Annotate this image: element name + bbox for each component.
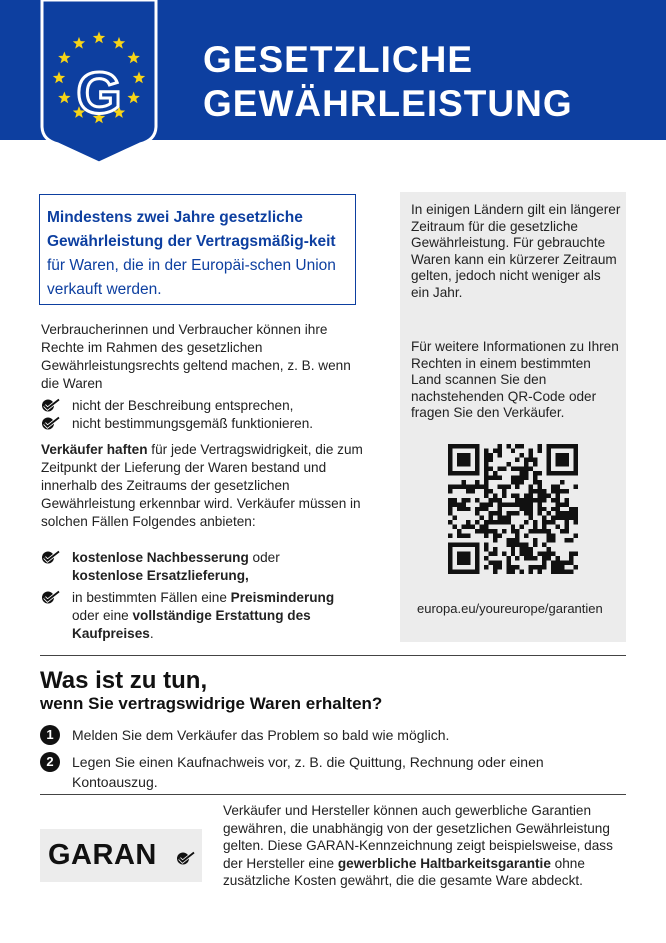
intro-bold-text: Mindestens zwei Jahre gesetzliche Gewährleistung der Vertragsmäßig-keit: [47, 209, 336, 250]
garan-description: [223, 802, 633, 890]
check-badge-icon: [176, 851, 196, 866]
step-text: Melden Sie dem Verkäufer das Problem so bald wie möglich.: [72, 727, 450, 743]
rights-item-1: nicht der Beschreibung entsprechen,: [72, 398, 294, 413]
todo-subheading: wenn Sie vertragswidrige Waren erhalten?: [40, 694, 383, 713]
remedy2-prefix: in bestimmten Fällen eine: [72, 590, 231, 605]
list-item: [41, 549, 371, 585]
section-divider: [40, 655, 626, 656]
list-item: [41, 589, 371, 643]
title-line-1: GESETZLICHE: [203, 39, 474, 80]
check-badge-icon: [41, 398, 61, 413]
check-badge-icon: [41, 590, 61, 605]
remedy2-connector: oder eine: [72, 608, 133, 623]
remedy-repair: kostenlose Nachbesserung: [72, 550, 249, 565]
section-divider: [40, 794, 626, 795]
liability-paragraph: [41, 441, 366, 531]
garan-text-post: ohne zusätzliche Kosten gewährt, die die gesamte Ware abdeckt.: [223, 855, 585, 888]
side-panel-para-2: Für weitere Informationen zu Ihren Rechten in einem bestimmten Land scannen Sie den nachstehenden QR-Code oder fragen Sie den Verkäufer.: [411, 339, 619, 420]
logo-letter: G: [76, 61, 122, 126]
list-item: [41, 397, 371, 415]
step-number-badge: 1: [40, 725, 60, 745]
eu-guarantee-shield-logo: [40, 0, 158, 165]
todo-heading: Was ist zu tun,: [40, 667, 208, 694]
garan-text-bold: gewerbliche Haltbarkeitsgarantie: [337, 855, 551, 871]
rights-list: [41, 397, 371, 433]
remedy2-suffix: .: [149, 626, 154, 641]
step-number-badge: 2: [40, 752, 60, 772]
title-line-2: GEWÄHRLEISTUNG: [203, 83, 573, 124]
intro-highlight-box: [39, 194, 356, 305]
remedy-replacement: kostenlose Ersatzlieferung,: [72, 568, 249, 583]
info-url-link[interactable]: europa.eu/youreurope/garantien: [417, 601, 603, 616]
garan-label-logo: [40, 829, 202, 882]
step-text: Legen Sie einen Kaufnachweis vor, z. B. die Quittung, Rechnung oder einen Kontoauszug.: [72, 754, 544, 790]
remedy-full-refund: vollständige Erstattung des Kaufpreises: [72, 608, 311, 641]
header-banner: [0, 0, 666, 140]
intro-rest-text: für Waren, die in der Europäi-schen Union verkauft werden.: [47, 257, 336, 298]
remedy-price-reduction: Preisminderung: [230, 590, 335, 605]
qr-code[interactable]: [448, 444, 578, 574]
liability-bold-lead: Verkäufer haften: [41, 442, 148, 457]
list-item: [41, 415, 371, 433]
remedies-list: [41, 549, 371, 643]
step-item: [40, 725, 600, 745]
rights-paragraph: Verbraucherinnen und Verbraucher können ihre Rechte im Rahmen des gesetzlichen Gewährleistungsrechts geltend machen, z. B. wenn die Waren: [41, 322, 351, 391]
remedy-connector: oder: [248, 550, 280, 565]
check-badge-icon: [41, 416, 61, 431]
liability-text: für jede Vertragswidrigkeit, die zum Zeitpunkt der Lieferung der Waren bestand und innerhalb des Zeitraums der gesetzlichen Gewährleistung erkennbar wird. Verkäufer müssen in solchen Fällen Folgendes anbieten:: [41, 442, 363, 529]
garan-text-pre: Verkäufer und Hersteller können auch gewerbliche Garantien gewähren, die unabhängig von der gesetzlichen Gewährleistung gelten. Diese GARAN-Kennzeichnung zeigt beispielsweise, dass der Hersteller eine: [223, 803, 613, 871]
garan-label-text: GARAN: [48, 839, 157, 871]
check-badge-icon: [41, 550, 61, 565]
rights-item-2: nicht bestimmungsgemäß funktionieren.: [72, 416, 314, 431]
side-panel-para-1: In einigen Ländern gilt ein längerer Zeitraum für die gesetzliche Gewährleistung. Für gebrauchte Waren kann ein kürzerer Zeitraum gelten, jedoch nicht weniger als ein Jahr.: [411, 202, 621, 300]
page-title: [203, 38, 573, 126]
step-item: [40, 752, 600, 792]
